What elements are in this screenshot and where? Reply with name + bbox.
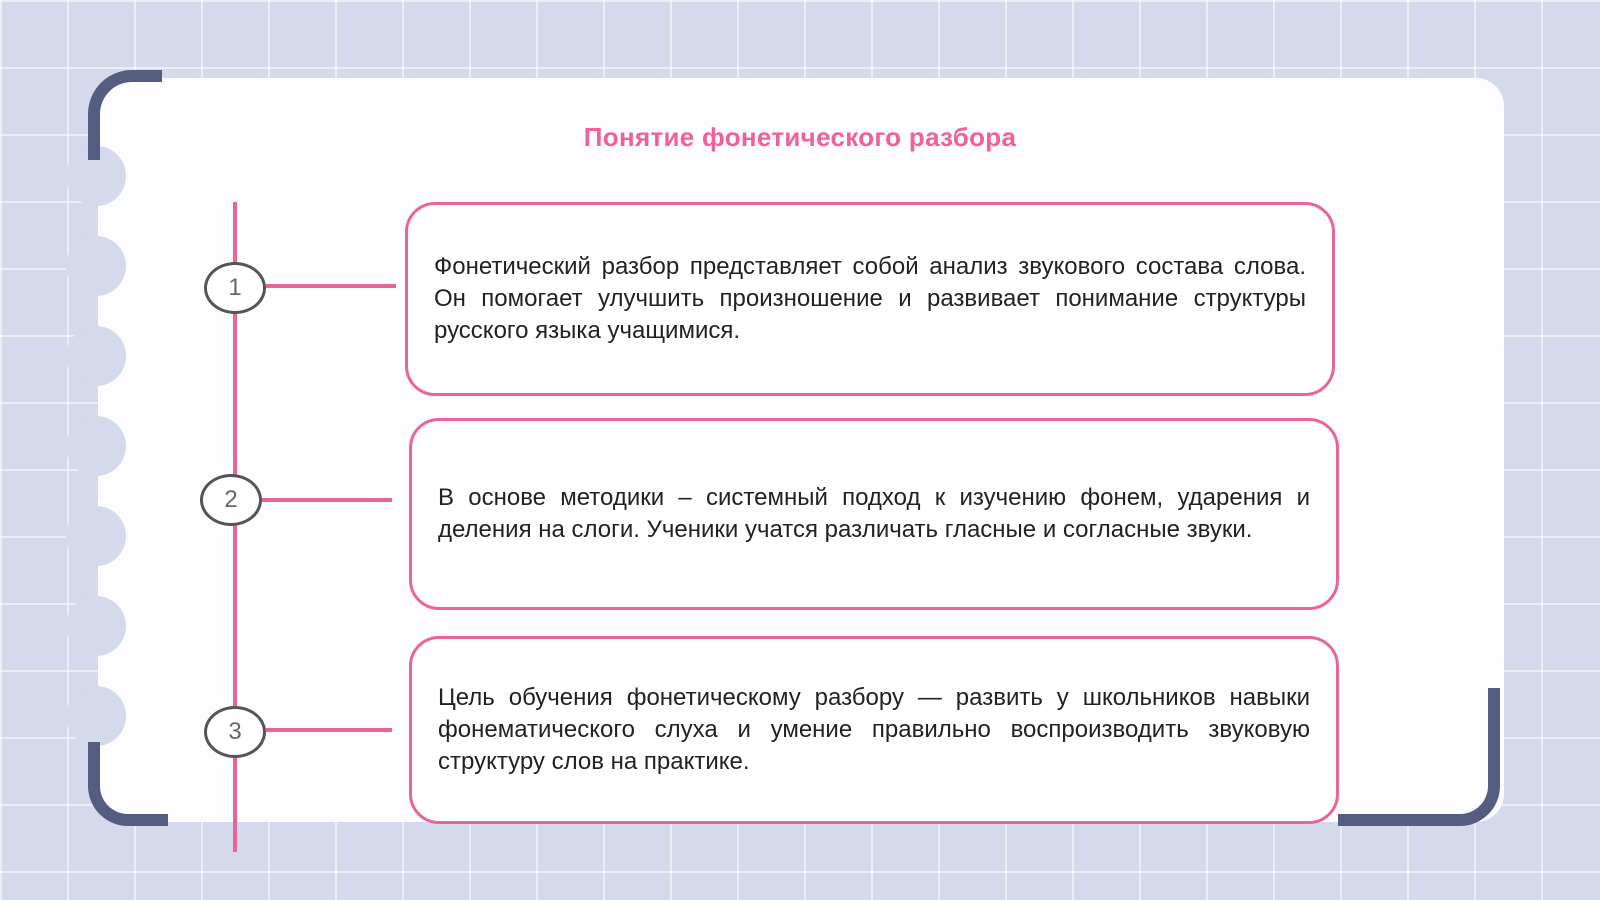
step-text: Фонетический разбор представляет собой анализ звукового состава слова. Он помогает улучшить произношение и развивает понимание структуры русского языка учащимися. <box>434 253 1306 344</box>
step-text: В основе методики – системный подход к изучению фонем, ударения и деления на слоги. Ученики учатся различать гласные и согласные звуки. <box>438 484 1310 543</box>
corner-bracket-bottom-right <box>1338 688 1500 826</box>
notebook-notch <box>66 236 126 296</box>
corner-bracket-bottom-left <box>88 742 168 826</box>
step-card <box>409 418 1339 610</box>
notebook-notch <box>66 506 126 566</box>
slide-title: Понятие фонетического разбора <box>583 122 1017 152</box>
notebook-notch <box>66 326 126 386</box>
notebook-notch <box>66 416 126 476</box>
step-number-badge: 1 <box>204 262 266 314</box>
step-card <box>409 636 1339 824</box>
step-number-badge: 2 <box>200 474 262 526</box>
step-connector <box>262 498 392 502</box>
step-connector <box>266 284 396 288</box>
step-card <box>405 202 1335 396</box>
step-number-badge: 3 <box>204 706 266 758</box>
step-text: Цель обучения фонетическому разбору — развить у школьников навыки фонематического слуха и умение правильно воспроизводить звуковую структуру слов на практике. <box>438 684 1310 775</box>
notebook-notch <box>66 596 126 656</box>
step-connector <box>266 728 392 732</box>
notebook-notch <box>66 686 126 746</box>
